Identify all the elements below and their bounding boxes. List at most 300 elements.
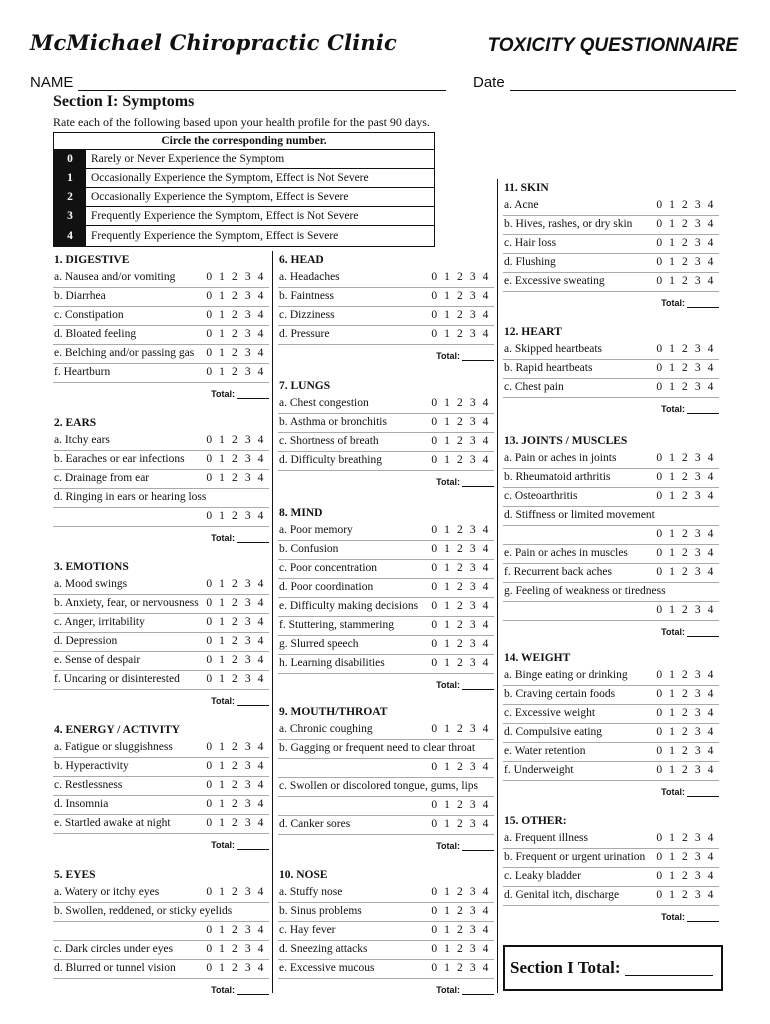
- symptom-label: c. Osteoarthritis: [504, 490, 578, 502]
- symptom-row: [278, 598, 494, 617]
- symptom-row: [503, 197, 719, 216]
- section-heading: 12. HEART: [504, 326, 562, 338]
- subtotal-label: Total:: [211, 533, 235, 543]
- symptom-label: c. Swollen or discolored tongue, gums, lips: [279, 780, 478, 792]
- symptom-row: [503, 887, 719, 906]
- rating-scale[interactable]: 0 1 2 3 4: [656, 547, 715, 559]
- subtotal-label: Total:: [436, 351, 460, 361]
- symptom-label: b. Diarrhea: [54, 290, 106, 302]
- symptom-row: [503, 360, 719, 379]
- name-label: NAME: [30, 74, 74, 91]
- symptom-row: [278, 395, 494, 414]
- legend-number: 2: [54, 188, 86, 206]
- rating-scale[interactable]: 0 1 2 3 4: [431, 886, 490, 898]
- symptom-label: d. Difficulty breathing: [279, 454, 382, 466]
- instructions: Rate each of the following based upon your health profile for the past 90 days.: [53, 115, 430, 129]
- rating-scale[interactable]: 0 1 2 3 4: [206, 962, 265, 974]
- symptom-label: d. Flushing: [504, 256, 556, 268]
- rating-scale[interactable]: 0 1 2 3 4: [656, 256, 715, 268]
- symptom-label: a. Acne: [504, 199, 539, 211]
- symptom-label: a. Mood swings: [54, 578, 128, 590]
- rating-scale[interactable]: 0 1 2 3 4: [206, 366, 265, 378]
- symptom-label: d. Blurred or tunnel vision: [54, 962, 176, 974]
- section-total-label: Section I Total:: [510, 958, 621, 977]
- symptom-label: e. Difficulty making decisions: [279, 600, 419, 612]
- section-weight: [503, 649, 719, 803]
- symptom-row: [53, 614, 269, 633]
- subtotal-label: Total:: [211, 696, 235, 706]
- section-lungs: [278, 377, 494, 493]
- symptom-label: b. Hyperactivity: [54, 760, 129, 772]
- symptom-label: c. Chest pain: [504, 381, 564, 393]
- symptom-row: [278, 522, 494, 541]
- rating-scale[interactable]: 0 1 2 3 4: [206, 635, 265, 647]
- symptom-row: [503, 849, 719, 868]
- symptom-row: [503, 545, 719, 564]
- section-heading: 15. OTHER:: [504, 815, 567, 827]
- subtotal-input-line[interactable]: [237, 994, 269, 995]
- symptom-label: f. Uncaring or disinterested: [54, 673, 180, 685]
- section-heading: 9. MOUTH/THROAT: [279, 706, 388, 718]
- symptom-row: [278, 778, 494, 797]
- rating-scale[interactable]: 0 1 2 3 4: [431, 524, 490, 536]
- rating-scale[interactable]: 0 1 2 3 4: [656, 362, 715, 374]
- rating-scale[interactable]: 0 1 2 3 4: [206, 616, 265, 628]
- legend-text: Occasionally Experience the Symptom, Effect is Not Severe: [91, 172, 369, 184]
- rating-scale[interactable]: 0 1 2 3 4: [656, 688, 715, 700]
- rating-scale[interactable]: 0 1 2 3 4: [431, 924, 490, 936]
- symptom-label: a. Headaches: [279, 271, 340, 283]
- rating-scale[interactable]: 0 1 2 3 4: [656, 870, 715, 882]
- rating-scale[interactable]: 0 1 2 3 4: [431, 657, 490, 669]
- symptom-row: [53, 576, 269, 595]
- subtotal-input-line[interactable]: [237, 542, 269, 543]
- symptom-label: c. Dark circles under eyes: [54, 943, 174, 955]
- symptom-label: c. Hay fever: [279, 924, 336, 936]
- symptom-label: f. Heartburn: [54, 366, 111, 378]
- section-subtotal: [278, 674, 494, 696]
- symptom-label: g. Feeling of weakness or tiredness: [504, 585, 666, 597]
- symptom-label: c. Restlessness: [54, 779, 123, 791]
- subtotal-label: Total:: [661, 627, 685, 637]
- symptom-label: c. Anger, irritability: [54, 616, 145, 628]
- rating-scale[interactable]: 0 1 2 3 4: [431, 309, 490, 321]
- symptom-label: d. Compulsive eating: [504, 726, 603, 738]
- symptom-row: [503, 488, 719, 507]
- subtotal-input-line[interactable]: [237, 398, 269, 399]
- section-subtotal: [503, 292, 719, 314]
- legend-row: [54, 169, 434, 188]
- symptom-row: [53, 739, 269, 758]
- symptom-row: [278, 721, 494, 740]
- rating-scale[interactable]: 0 1 2 3 4: [206, 328, 265, 340]
- symptom-label: b. Rheumatoid arthritis: [504, 471, 611, 483]
- rating-scale[interactable]: 0 1 2 3 4: [431, 638, 490, 650]
- symptom-label: c. Drainage from ear: [54, 472, 150, 484]
- rating-scale[interactable]: 0 1 2 3 4: [656, 490, 715, 502]
- symptom-label: d. Depression: [54, 635, 118, 647]
- symptom-row: [503, 830, 719, 849]
- symptom-label: e. Excessive sweating: [504, 275, 605, 287]
- symptom-row: [53, 758, 269, 777]
- symptom-label: d. Genital itch, discharge: [504, 889, 620, 901]
- symptom-row: [278, 269, 494, 288]
- section-digestive: [53, 251, 269, 405]
- symptom-row: [503, 341, 719, 360]
- rating-scale[interactable]: 0 1 2 3 4: [656, 528, 715, 540]
- rating-scale[interactable]: 0 1 2 3 4: [431, 454, 490, 466]
- section-heading: 2. EARS: [54, 417, 97, 429]
- symptom-label: d. Insomnia: [54, 798, 109, 810]
- symptom-row: [278, 579, 494, 598]
- section-total-box: [503, 945, 723, 991]
- symptom-label: b. Faintness: [279, 290, 334, 302]
- name-input-line[interactable]: [78, 76, 446, 91]
- symptom-row: [53, 451, 269, 470]
- symptom-row: [53, 345, 269, 364]
- rating-scale[interactable]: 0 1 2 3 4: [431, 328, 490, 340]
- rating-scale[interactable]: 0 1 2 3 4: [206, 779, 265, 791]
- symptom-row: [503, 254, 719, 273]
- section-title: Section I: Symptoms: [53, 93, 195, 110]
- section-other: [503, 812, 719, 928]
- symptom-row: [278, 617, 494, 636]
- form-title: TOXICITY QUESTIONNAIRE: [487, 35, 738, 56]
- subtotal-label: Total:: [211, 389, 235, 399]
- rating-scale[interactable]: 0 1 2 3 4: [206, 347, 265, 359]
- section-subtotal: [503, 398, 719, 420]
- rating-scale[interactable]: 0 1 2 3 4: [656, 452, 715, 464]
- symptom-label: b. Asthma or bronchitis: [279, 416, 387, 428]
- section-eyes: [53, 866, 269, 1001]
- symptom-label: b. Frequent or urgent urination: [504, 851, 646, 863]
- symptom-label: d. Stiffness or limited movement: [504, 509, 655, 521]
- symptom-row: [278, 541, 494, 560]
- subtotal-label: Total:: [211, 985, 235, 995]
- column-divider: [497, 179, 498, 993]
- rating-scale[interactable]: 0 1 2 3 4: [431, 799, 490, 811]
- section-joints-muscles: [503, 432, 719, 643]
- subtotal-input-line[interactable]: [687, 636, 719, 637]
- rating-scale[interactable]: 0 1 2 3 4: [656, 726, 715, 738]
- symptom-label: e. Sense of despair: [54, 654, 141, 666]
- symptom-label: a. Nausea and/or vomiting: [54, 271, 176, 283]
- subtotal-label: Total:: [661, 787, 685, 797]
- rating-scale[interactable]: 0 1 2 3 4: [206, 760, 265, 772]
- symptom-label: a. Watery or itchy eyes: [54, 886, 160, 898]
- section-subtotal: [278, 835, 494, 857]
- section-energy-activity: [53, 721, 269, 856]
- symptom-label: c. Excessive weight: [504, 707, 596, 719]
- symptom-row: [53, 470, 269, 489]
- subtotal-input-line[interactable]: [462, 360, 494, 361]
- symptom-label: c. Leaky bladder: [504, 870, 581, 882]
- rating-scale[interactable]: 0 1 2 3 4: [431, 905, 490, 917]
- rating-scale[interactable]: 0 1 2 3 4: [206, 453, 265, 465]
- rating-scale[interactable]: 0 1 2 3 4: [656, 275, 715, 287]
- rating-scale[interactable]: 0 1 2 3 4: [656, 707, 715, 719]
- symptom-label: d. Poor coordination: [279, 581, 374, 593]
- rating-scale[interactable]: 0 1 2 3 4: [206, 654, 265, 666]
- rating-scale[interactable]: 0 1 2 3 4: [206, 924, 265, 936]
- legend-text: Occasionally Experience the Symptom, Effect is Severe: [91, 191, 349, 203]
- rating-scale[interactable]: 0 1 2 3 4: [206, 817, 265, 829]
- rating-scale[interactable]: 0 1 2 3 4: [206, 578, 265, 590]
- symptom-label: c. Hair loss: [504, 237, 557, 249]
- symptom-row: [278, 307, 494, 326]
- date-input-line[interactable]: [510, 76, 736, 91]
- section-subtotal: [503, 621, 719, 643]
- section-heading: 8. MIND: [279, 507, 323, 519]
- column-divider: [272, 251, 273, 993]
- section-subtotal: [278, 979, 494, 1001]
- rating-scale[interactable]: 0 1 2 3 4: [431, 943, 490, 955]
- section-total-input-line[interactable]: [625, 975, 713, 976]
- symptom-row: [53, 489, 269, 508]
- symptom-label: b. Rapid heartbeats: [504, 362, 593, 374]
- symptom-label: a. Frequent illness: [504, 832, 588, 844]
- rating-scale[interactable]: 0 1 2 3 4: [431, 416, 490, 428]
- rating-scale[interactable]: 0 1 2 3 4: [656, 218, 715, 230]
- rating-scale[interactable]: 0 1 2 3 4: [431, 562, 490, 574]
- symptom-label: e. Water retention: [504, 745, 586, 757]
- symptom-row: [278, 636, 494, 655]
- symptom-row: [503, 469, 719, 488]
- subtotal-input-line[interactable]: [237, 849, 269, 850]
- symptom-row: [278, 655, 494, 674]
- symptom-label: f. Recurrent back aches: [504, 566, 612, 578]
- symptom-label: f. Underweight: [504, 764, 574, 776]
- rating-scale[interactable]: 0 1 2 3 4: [206, 798, 265, 810]
- subtotal-input-line[interactable]: [687, 413, 719, 414]
- rating-scale[interactable]: 0 1 2 3 4: [206, 271, 265, 283]
- symptom-row: [53, 288, 269, 307]
- subtotal-input-line[interactable]: [462, 994, 494, 995]
- symptom-row: [278, 740, 494, 759]
- rating-scale[interactable]: 0 1 2 3 4: [656, 604, 715, 616]
- symptom-label: b. Earaches or ear infections: [54, 453, 185, 465]
- subtotal-label: Total:: [436, 985, 460, 995]
- legend-number: 1: [54, 169, 86, 187]
- rating-scale[interactable]: 0 1 2 3 4: [431, 543, 490, 555]
- symptom-row: [53, 960, 269, 979]
- rating-scale[interactable]: 0 1 2 3 4: [206, 886, 265, 898]
- rating-scale[interactable]: 0 1 2 3 4: [656, 764, 715, 776]
- date-field[interactable]: [473, 74, 736, 91]
- legend-row: [54, 207, 434, 226]
- subtotal-label: Total:: [436, 680, 460, 690]
- symptom-row: [503, 705, 719, 724]
- rating-scale[interactable]: 0 1 2 3 4: [656, 851, 715, 863]
- symptom-row: [53, 671, 269, 690]
- rating-scale[interactable]: 0 1 2 3 4: [431, 619, 490, 631]
- section-subtotal: [503, 906, 719, 928]
- symptom-label: e. Excessive mucous: [279, 962, 375, 974]
- symptom-row: [53, 652, 269, 671]
- symptom-label: b. Craving certain foods: [504, 688, 616, 700]
- section-mind: [278, 504, 494, 696]
- section-heading: 5. EYES: [54, 869, 96, 881]
- subtotal-input-line[interactable]: [687, 307, 719, 308]
- rating-scale[interactable]: 0 1 2 3 4: [206, 309, 265, 321]
- symptom-label: a. Itchy ears: [54, 434, 110, 446]
- rating-scale[interactable]: 0 1 2 3 4: [431, 290, 490, 302]
- symptom-label: h. Learning disabilities: [279, 657, 385, 669]
- rating-scale[interactable]: 0 1 2 3 4: [206, 472, 265, 484]
- subtotal-input-line[interactable]: [237, 705, 269, 706]
- symptom-row: [53, 432, 269, 451]
- symptom-label: e. Belching and/or passing gas: [54, 347, 195, 359]
- rating-scale[interactable]: 0 1 2 3 4: [431, 435, 490, 447]
- symptom-row: [53, 903, 269, 922]
- symptom-score-row: [503, 526, 719, 545]
- symptom-row: [503, 273, 719, 292]
- subtotal-label: Total:: [436, 477, 460, 487]
- symptom-row: [278, 452, 494, 471]
- section-subtotal: [53, 834, 269, 856]
- section-subtotal: [53, 527, 269, 549]
- symptom-label: a. Skipped heartbeats: [504, 343, 603, 355]
- symptom-row: [503, 507, 719, 526]
- rating-scale[interactable]: 0 1 2 3 4: [206, 290, 265, 302]
- symptom-row: [53, 796, 269, 815]
- symptom-row: [278, 816, 494, 835]
- symptom-label: c. Poor concentration: [279, 562, 378, 574]
- symptom-row: [503, 379, 719, 398]
- symptom-row: [53, 815, 269, 834]
- rating-scale[interactable]: 0 1 2 3 4: [656, 237, 715, 249]
- subtotal-label: Total:: [211, 840, 235, 850]
- rating-scale[interactable]: 0 1 2 3 4: [656, 566, 715, 578]
- rating-scale[interactable]: 0 1 2 3 4: [206, 673, 265, 685]
- symptom-label: b. Confusion: [279, 543, 339, 555]
- legend-title: Circle the corresponding number.: [54, 133, 434, 150]
- rating-scale[interactable]: 0 1 2 3 4: [431, 818, 490, 830]
- section-heading: 7. LUNGS: [279, 380, 331, 392]
- section-nose: [278, 866, 494, 1001]
- rating-scale[interactable]: 0 1 2 3 4: [656, 471, 715, 483]
- rating-scale[interactable]: 0 1 2 3 4: [431, 761, 490, 773]
- symptom-label: b. Sinus problems: [279, 905, 362, 917]
- rating-scale[interactable]: 0 1 2 3 4: [431, 723, 490, 735]
- symptom-score-row: [503, 602, 719, 621]
- symptom-row: [53, 595, 269, 614]
- rating-scale[interactable]: 0 1 2 3 4: [656, 669, 715, 681]
- subtotal-label: Total:: [661, 298, 685, 308]
- subtotal-label: Total:: [661, 912, 685, 922]
- symptom-label: e. Pain or aches in muscles: [504, 547, 628, 559]
- section-subtotal: [278, 471, 494, 493]
- symptom-row: [278, 288, 494, 307]
- symptom-label: b. Anxiety, fear, or nervousness: [54, 597, 199, 609]
- symptom-row: [53, 307, 269, 326]
- legend-text: Rarely or Never Experience the Symptom: [91, 153, 285, 165]
- symptom-row: [503, 216, 719, 235]
- rating-scale[interactable]: 0 1 2 3 4: [431, 271, 490, 283]
- symptom-label: c. Dizziness: [279, 309, 335, 321]
- symptom-score-row: [278, 797, 494, 816]
- symptom-label: a. Pain or aches in joints: [504, 452, 617, 464]
- rating-scale[interactable]: 0 1 2 3 4: [656, 745, 715, 757]
- symptom-label: f. Stuttering, stammering: [279, 619, 394, 631]
- symptom-row: [503, 762, 719, 781]
- rating-scale[interactable]: 0 1 2 3 4: [206, 597, 265, 609]
- section-ears: [53, 414, 269, 549]
- rating-scale[interactable]: 0 1 2 3 4: [431, 581, 490, 593]
- section-heading: 11. SKIN: [504, 182, 549, 194]
- symptom-row: [503, 450, 719, 469]
- section-subtotal: [503, 781, 719, 803]
- symptom-row: [53, 777, 269, 796]
- section-heart: [503, 323, 719, 420]
- section-heading: 3. EMOTIONS: [54, 561, 129, 573]
- symptom-score-row: [53, 508, 269, 527]
- symptom-row: [503, 724, 719, 743]
- section-subtotal: [53, 979, 269, 1001]
- rating-scale[interactable]: 0 1 2 3 4: [431, 962, 490, 974]
- subtotal-input-line[interactable]: [687, 921, 719, 922]
- symptom-row: [278, 884, 494, 903]
- section-heading: 14. WEIGHT: [504, 652, 571, 664]
- section-emotions: [53, 558, 269, 712]
- rating-scale[interactable]: 0 1 2 3 4: [431, 397, 490, 409]
- symptom-label: d. Canker sores: [279, 818, 351, 830]
- clinic-name: McMichael Chiropractic Clinic: [30, 30, 398, 55]
- rating-scale[interactable]: 0 1 2 3 4: [206, 510, 265, 522]
- rating-scale[interactable]: 0 1 2 3 4: [656, 343, 715, 355]
- symptom-row: [53, 326, 269, 345]
- rating-scale[interactable]: 0 1 2 3 4: [656, 832, 715, 844]
- section-mouth-throat: [278, 703, 494, 857]
- rating-scale[interactable]: 0 1 2 3 4: [206, 434, 265, 446]
- symptom-label: a. Chest congestion: [279, 397, 369, 409]
- subtotal-input-line[interactable]: [462, 850, 494, 851]
- symptom-row: [53, 269, 269, 288]
- symptom-row: [278, 903, 494, 922]
- name-field[interactable]: [30, 74, 446, 91]
- rating-scale[interactable]: 0 1 2 3 4: [206, 943, 265, 955]
- symptom-row: [278, 414, 494, 433]
- section-heading: 13. JOINTS / MUSCLES: [504, 435, 628, 447]
- legend-text: Frequently Experience the Symptom, Effect is Severe: [91, 230, 339, 242]
- subtotal-input-line[interactable]: [462, 486, 494, 487]
- symptom-row: [278, 433, 494, 452]
- symptom-row: [53, 633, 269, 652]
- symptom-row: [278, 560, 494, 579]
- subtotal-input-line[interactable]: [687, 796, 719, 797]
- subtotal-label: Total:: [661, 404, 685, 414]
- symptom-row: [503, 235, 719, 254]
- symptom-label: c. Shortness of breath: [279, 435, 379, 447]
- symptom-row: [53, 941, 269, 960]
- rating-scale[interactable]: 0 1 2 3 4: [656, 199, 715, 211]
- symptom-label: c. Constipation: [54, 309, 124, 321]
- section-heading: 6. HEAD: [279, 254, 324, 266]
- rating-scale[interactable]: 0 1 2 3 4: [206, 741, 265, 753]
- symptom-label: d. Pressure: [279, 328, 330, 340]
- section-skin: [503, 179, 719, 314]
- legend-row: [54, 226, 434, 246]
- legend-number: 0: [54, 150, 86, 168]
- rating-scale[interactable]: 0 1 2 3 4: [431, 600, 490, 612]
- subtotal-input-line[interactable]: [462, 689, 494, 690]
- section-heading: 1. DIGESTIVE: [54, 254, 130, 266]
- section-heading: 4. ENERGY / ACTIVITY: [54, 724, 181, 736]
- symptom-row: [503, 564, 719, 583]
- rating-scale[interactable]: 0 1 2 3 4: [656, 381, 715, 393]
- rating-scale[interactable]: 0 1 2 3 4: [656, 889, 715, 901]
- rating-legend: [53, 132, 435, 247]
